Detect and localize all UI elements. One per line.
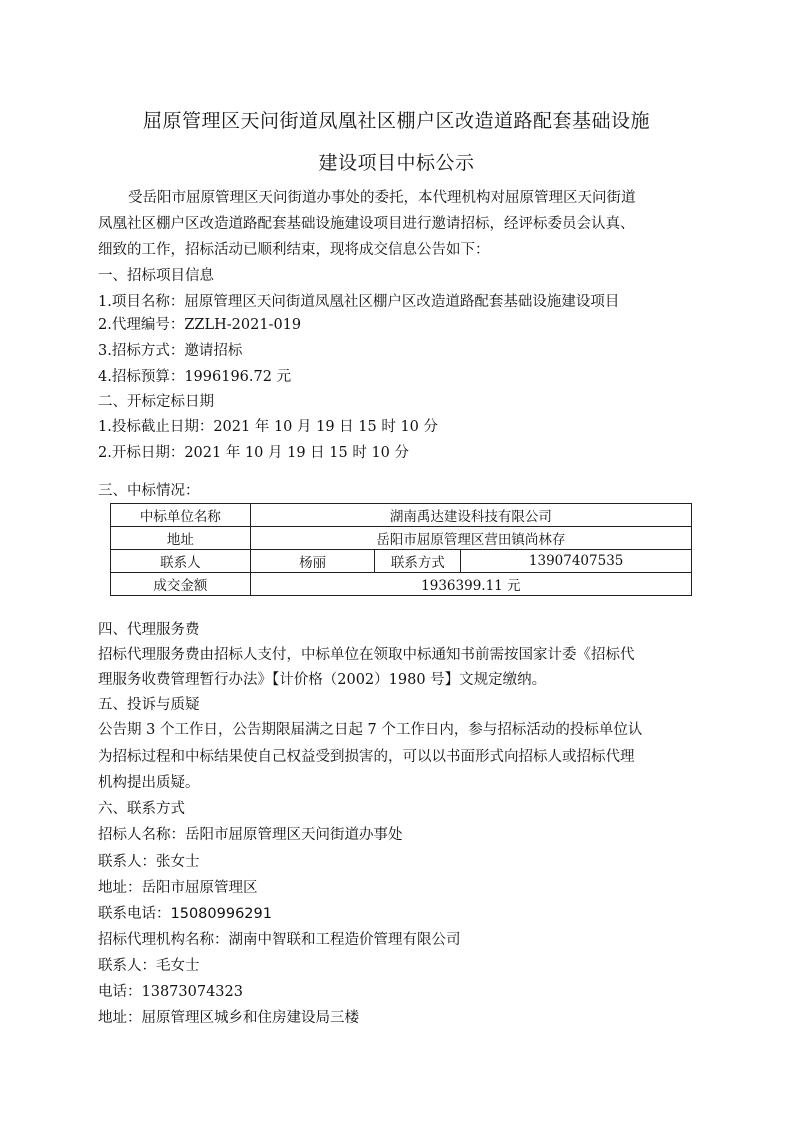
tenderer-contact: 联系人：张女士: [98, 854, 200, 870]
section-heading-3: 三、中标情况：: [98, 483, 200, 499]
winner-value: 湖南禹达建设科技有限公司: [250, 504, 691, 527]
amount-label: 成交金额: [111, 573, 251, 596]
section-heading-6: 六、联系方式: [98, 801, 185, 817]
intro-line: 细致的工作，招标活动已顺利结束，现将成交信息公告如下：: [98, 242, 490, 258]
address-label: 地址: [111, 527, 251, 550]
complaint-line: 公告期 3 个工作日，公告期限届满之日起 7 个工作日内，参与招标活动的投标单位认: [98, 722, 643, 738]
tenderer-phone: 15080996291: [170, 906, 272, 922]
agency-address: 地址：屈原管理区城乡和住房建设局三楼: [98, 1010, 359, 1026]
phone-label: 联系方式: [375, 550, 461, 573]
tenderer-phone-line: [98, 902, 272, 923]
doc-title-line2: 建设项目中标公示: [318, 152, 475, 174]
section-heading-1: 一、招标项目信息: [98, 268, 214, 284]
table-row: [111, 527, 692, 550]
section-heading-4: 四、代理服务费: [98, 622, 200, 638]
agency-phone: 电话：13873074323: [98, 984, 243, 1000]
opening-date: 2.开标日期：2021 年 10 月 19 日 15 时 10 分: [98, 445, 410, 461]
complaint-line: 机构提出质疑。: [98, 775, 200, 791]
intro-line: 凤凰社区棚户区改造道路配套基础设施建设项目进行邀请招标，经评标委员会认真、: [98, 216, 635, 232]
address-value: 岳阳市屈原管理区营田镇尚林存: [250, 527, 691, 550]
agency-code: 2.代理编号：ZZLH-2021-019: [98, 317, 302, 333]
table-row: [111, 573, 692, 596]
award-table: [110, 503, 692, 596]
tenderer-phone-label: 联系电话：: [98, 906, 171, 922]
doc-title-line1: 屈原管理区天问街道凤凰社区棚户区改造道路配套基础设施: [142, 110, 650, 132]
section-heading-2: 二、开标定标日期: [98, 394, 214, 410]
agency-name: 招标代理机构名称：湖南中智联和工程造价管理有限公司: [98, 932, 461, 948]
contact-value: 杨丽: [250, 550, 375, 573]
intro-line: 受岳阳市屈原管理区天问街道办事处的委托，本代理机构对屈原管理区天问街道: [128, 190, 636, 206]
complaint-line: 为招标过程和中标结果使自己权益受到损害的，可以以书面形式向招标人或招标代理: [98, 749, 635, 765]
table-row: [111, 550, 692, 573]
phone-value: 13907407535: [461, 550, 692, 573]
bid-deadline: 1.投标截止日期：2021 年 10 月 19 日 15 时 10 分: [98, 419, 439, 435]
amount-value: 1936399.11 元: [250, 573, 691, 596]
tenderer-address: 地址：岳阳市屈原管理区: [98, 880, 258, 896]
section-heading-5: 五、投诉与质疑: [98, 697, 200, 713]
winner-label: 中标单位名称: [111, 504, 251, 527]
agency-contact: 联系人：毛女士: [98, 958, 200, 974]
bidding-method: 3.招标方式：邀请招标: [98, 343, 243, 359]
fee-line: 招标代理服务费由招标人支付，中标单位在领取中标通知书前需按国家计委《招标代: [98, 647, 635, 663]
project-name: 1.项目名称：屈原管理区天问街道凤凰社区棚户区改造道路配套基础设施建设项目: [98, 294, 620, 310]
tenderer-name: 招标人名称：岳阳市屈原管理区天问街道办事处: [98, 827, 403, 843]
bidding-budget: 4.招标预算：1996196.72 元: [98, 369, 292, 385]
table-row: [111, 504, 692, 527]
contact-label: 联系人: [111, 550, 251, 573]
fee-line: 理服务收费管理暂行办法》【计价格（2002）1980 号】文规定缴纳。: [98, 672, 547, 688]
